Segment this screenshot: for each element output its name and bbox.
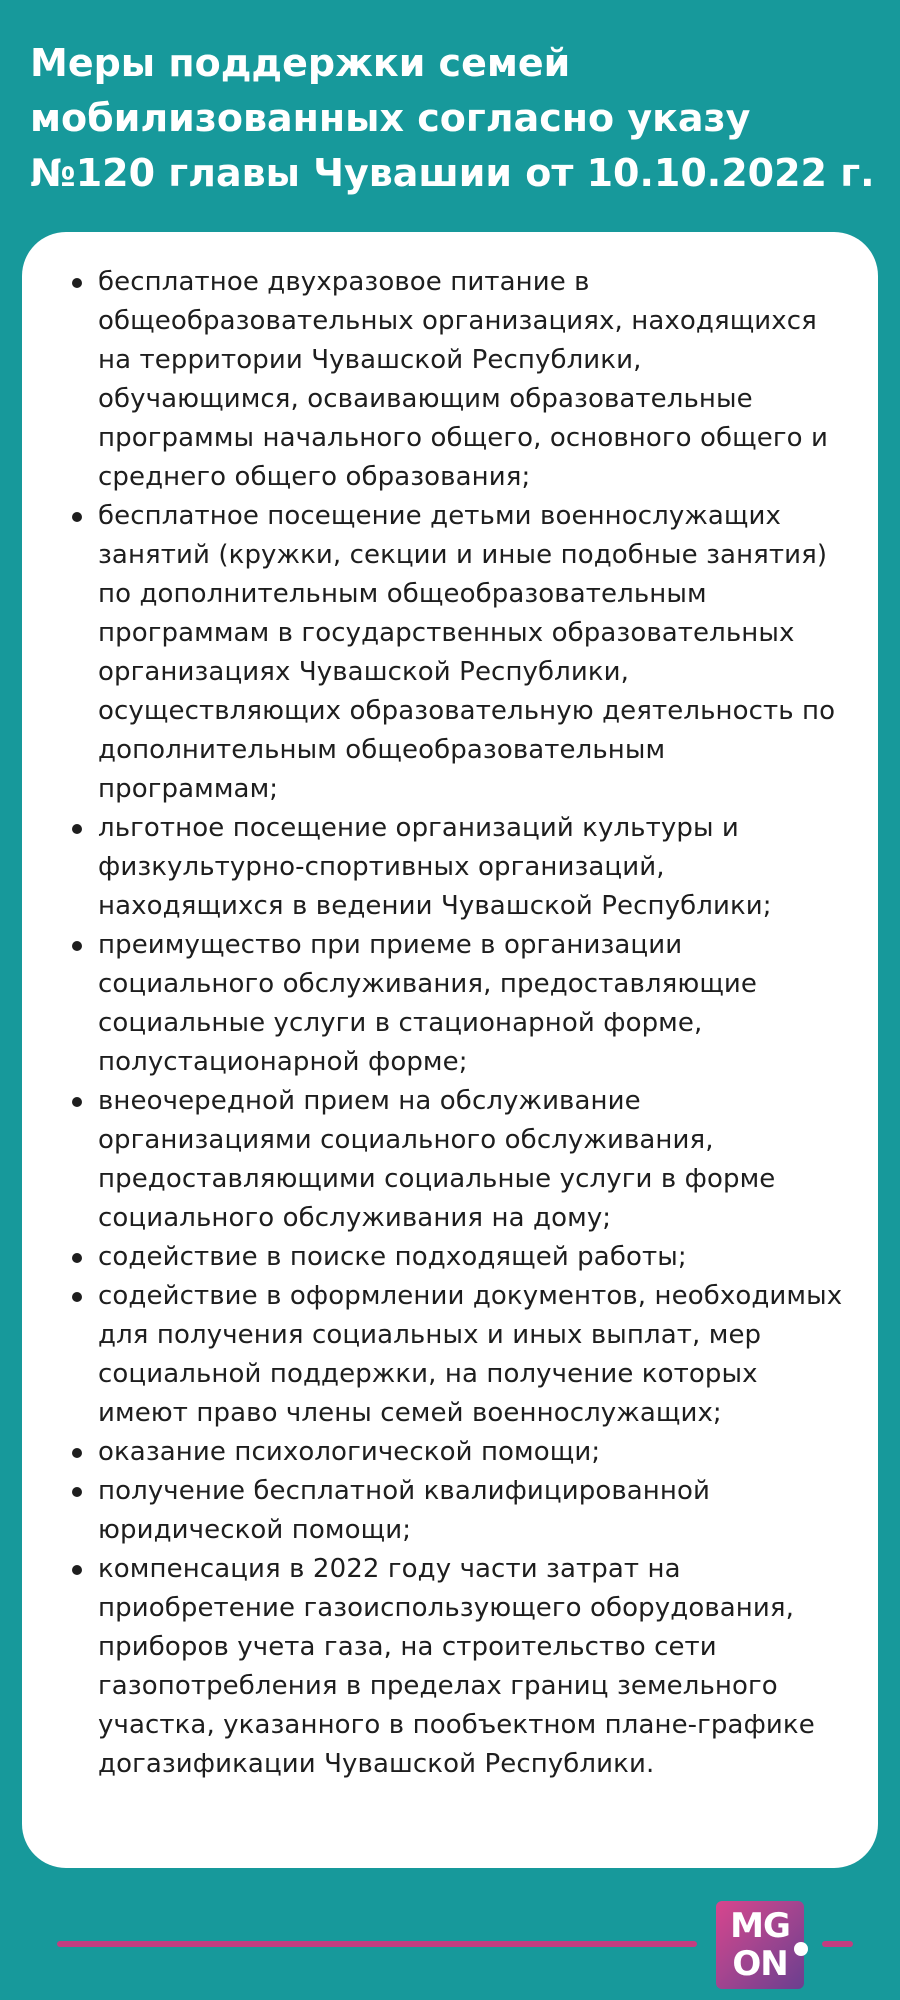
logo-text-top: MG (730, 1906, 790, 1946)
footer-divider-left (57, 1941, 697, 1947)
measure-item (52, 1550, 848, 1784)
bullet-icon (72, 1448, 82, 1458)
measure-text: получение бесплатной квалифицированной юридической помощи; (98, 1476, 710, 1545)
bullet-icon (72, 1253, 82, 1263)
measure-item (52, 1082, 848, 1238)
bullet-icon (72, 1292, 82, 1302)
bullet-icon (72, 1487, 82, 1497)
measure-text: преимущество при приеме в организации социального обслуживания, предоставляющие социальные услуги в стационарной форме, полустационарной форме; (98, 930, 757, 1077)
measure-text: содействие в оформлении документов, необходимых для получения социальных и иных выплат, мер социальной поддержки, на получение которых имеют право члены семей военнослужащих; (98, 1281, 843, 1428)
measure-text: содействие в поиске подходящей работы; (98, 1242, 687, 1272)
measure-text: компенсация в 2022 году части затрат на приобретение газоиспользующего оборудования, приборов учета газа, на строительство сети газопотребления в пределах границ земельного участка, указанного в пообъектном плане-графике догазификации Чувашской Республики. (98, 1554, 815, 1779)
measure-text: льготное посещение организаций культуры и физкультурно-спортивных организаций, находящихся в ведении Чувашской Республики; (98, 813, 772, 921)
measure-text: бесплатное посещение детьми военнослужащих занятий (кружки, секции и иные подобные занятия) по дополнительным общеобразовательным программам в государственных образовательных организациях Чувашской Республики, осуществляющих образовательную деятельность по дополнительным общеобразовательным программам; (98, 501, 836, 804)
logo-text-bottom: ON (732, 1944, 788, 1984)
measures-card (22, 232, 878, 1868)
measure-text: внеочередной прием на обслуживание организациями социального обслуживания, предоставляющими социальные услуги в форме социального обслуживания на дому; (98, 1086, 776, 1233)
measures-list (52, 263, 848, 1784)
logo-dot-icon (794, 1942, 808, 1956)
bullet-icon (72, 1097, 82, 1107)
measure-item (52, 263, 848, 497)
measure-item (52, 1277, 848, 1433)
bullet-icon (72, 512, 82, 522)
page-title: Меры поддержки семей мобилизованных согласно указу №120 главы Чувашии от 10.10.2022 г. (30, 41, 875, 195)
mgon-logo (716, 1901, 804, 1989)
measure-item (52, 497, 848, 809)
bullet-icon (72, 824, 82, 834)
measure-text: бесплатное двухразовое питание в общеобразовательных организациях, находящихся на территории Чувашской Республики, обучающимся, осваивающим образовательные программы начального общего, основного общего и среднего общего образования; (98, 267, 828, 492)
measure-item (52, 809, 848, 926)
bullet-icon (72, 278, 82, 288)
measure-item (52, 926, 848, 1082)
bullet-icon (72, 1565, 82, 1575)
measure-item (52, 1472, 848, 1550)
footer-divider-right (822, 1941, 853, 1947)
measure-text: оказание психологической помощи; (98, 1437, 601, 1467)
bullet-icon (72, 941, 82, 951)
measure-item (52, 1433, 848, 1472)
measure-item (52, 1238, 848, 1277)
